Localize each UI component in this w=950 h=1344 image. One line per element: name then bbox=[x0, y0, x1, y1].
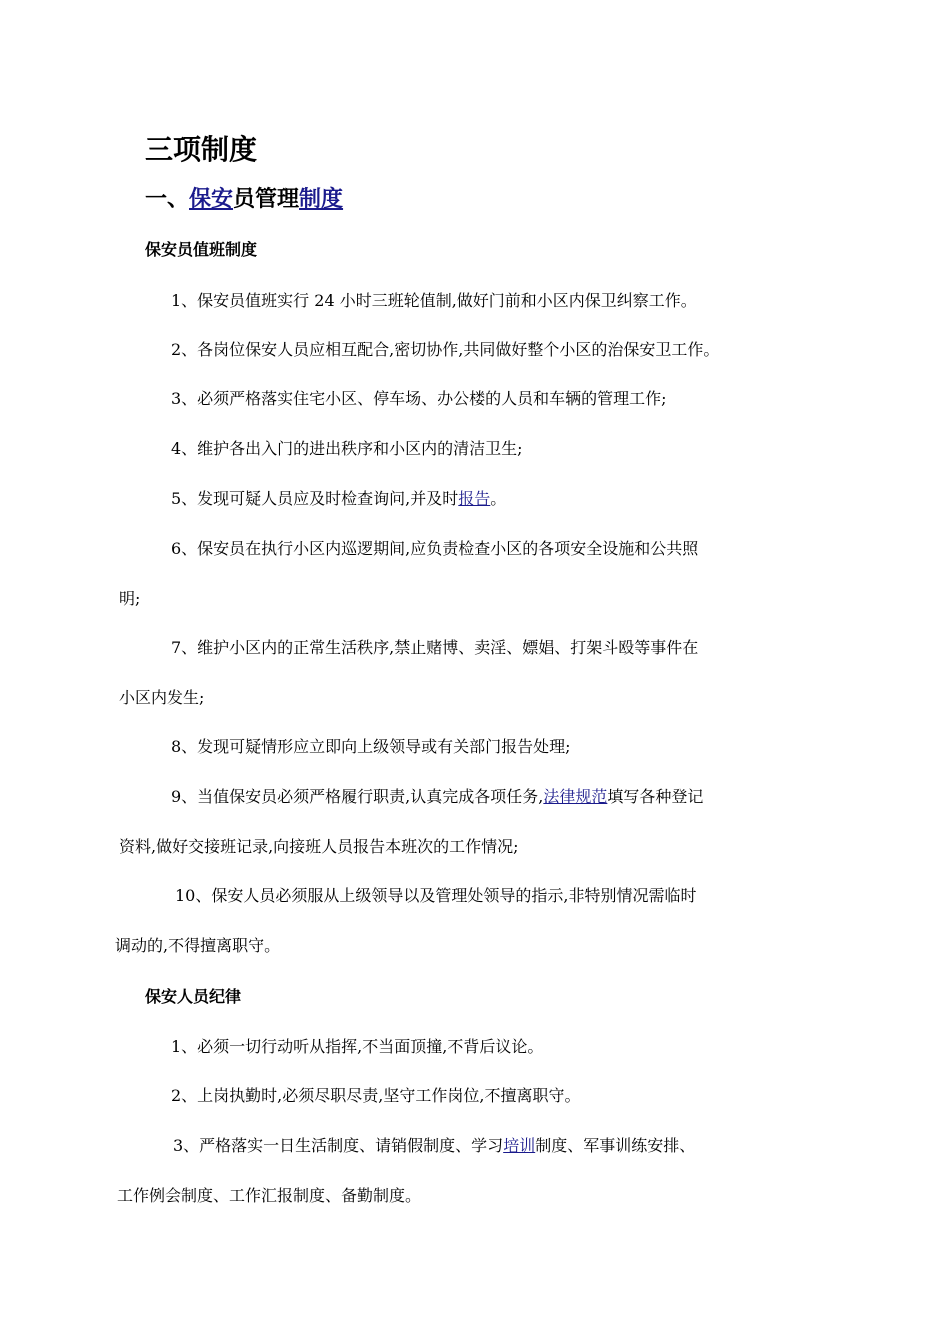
link-legal-norms[interactable]: 法律规范 bbox=[543, 787, 608, 806]
link-report[interactable]: 报告 bbox=[458, 489, 491, 508]
list-item: 9、当值保安员必须严格履行职责,认真完成各项任务,法律规范填写各种登记 资料,做好交接班记录,向接班人员报告本班次的工作情况; bbox=[119, 787, 704, 856]
section-mid: 员管理 bbox=[233, 187, 300, 212]
link-zhidu[interactable]: 制度 bbox=[299, 187, 344, 212]
subsection-title-duty: 保安员值班制度 bbox=[145, 240, 258, 259]
list-item: 3、严格落实一日生活制度、请销假制度、学习培训制度、军事训练安排、 工作例会制度、工作汇报制度、备勤制度。 bbox=[117, 1136, 696, 1205]
list-item: 3、必须严格落实住宅小区、停车场、办公楼的人员和车辆的管理工作; bbox=[171, 389, 667, 408]
list-item: 4、维护各出入门的进出秩序和小区内的清洁卫生; bbox=[171, 439, 523, 458]
list-item: 1、保安员值班实行 24 小时三班轮值制,做好门前和小区内保卫纠察工作。 bbox=[171, 291, 697, 310]
list-item: 2、上岗执勤时,必须尽职尽责,坚守工作岗位,不擅离职守。 bbox=[171, 1086, 581, 1105]
list-item: 5、发现可疑人员应及时检查询问,并及时报告。 bbox=[171, 489, 507, 508]
list-item: 8、发现可疑情形应立即向上级领导或有关部门报告处理; bbox=[171, 737, 571, 756]
list-item: 6、保安员在执行小区内巡逻期间,应负责检查小区的各项安全设施和公共照 明; bbox=[119, 539, 699, 608]
list-item: 7、维护小区内的正常生活秩序,禁止赌博、卖淫、嫖娼、打架斗殴等事件在 小区内发生; bbox=[119, 638, 699, 707]
list-item: 1、必须一切行动听从指挥,不当面顶撞,不背后议论。 bbox=[171, 1037, 544, 1056]
subsection-title-discipline: 保安人员纪律 bbox=[145, 987, 242, 1006]
list-item: 2、各岗位保安人员应相互配合,密切协作,共同做好整个小区的治保安卫工作。 bbox=[171, 340, 720, 359]
section-title bbox=[145, 182, 343, 218]
document-title: 三项制度 bbox=[145, 133, 258, 166]
section-prefix: 一、 bbox=[145, 187, 190, 212]
link-baoan[interactable]: 保安 bbox=[189, 187, 234, 212]
link-training[interactable]: 培训 bbox=[503, 1136, 536, 1155]
list-item: 10、保安人员必须服从上级领导以及管理处领导的指示,非特别情况需临时 调动的,不得擅离职守。 bbox=[115, 886, 697, 955]
